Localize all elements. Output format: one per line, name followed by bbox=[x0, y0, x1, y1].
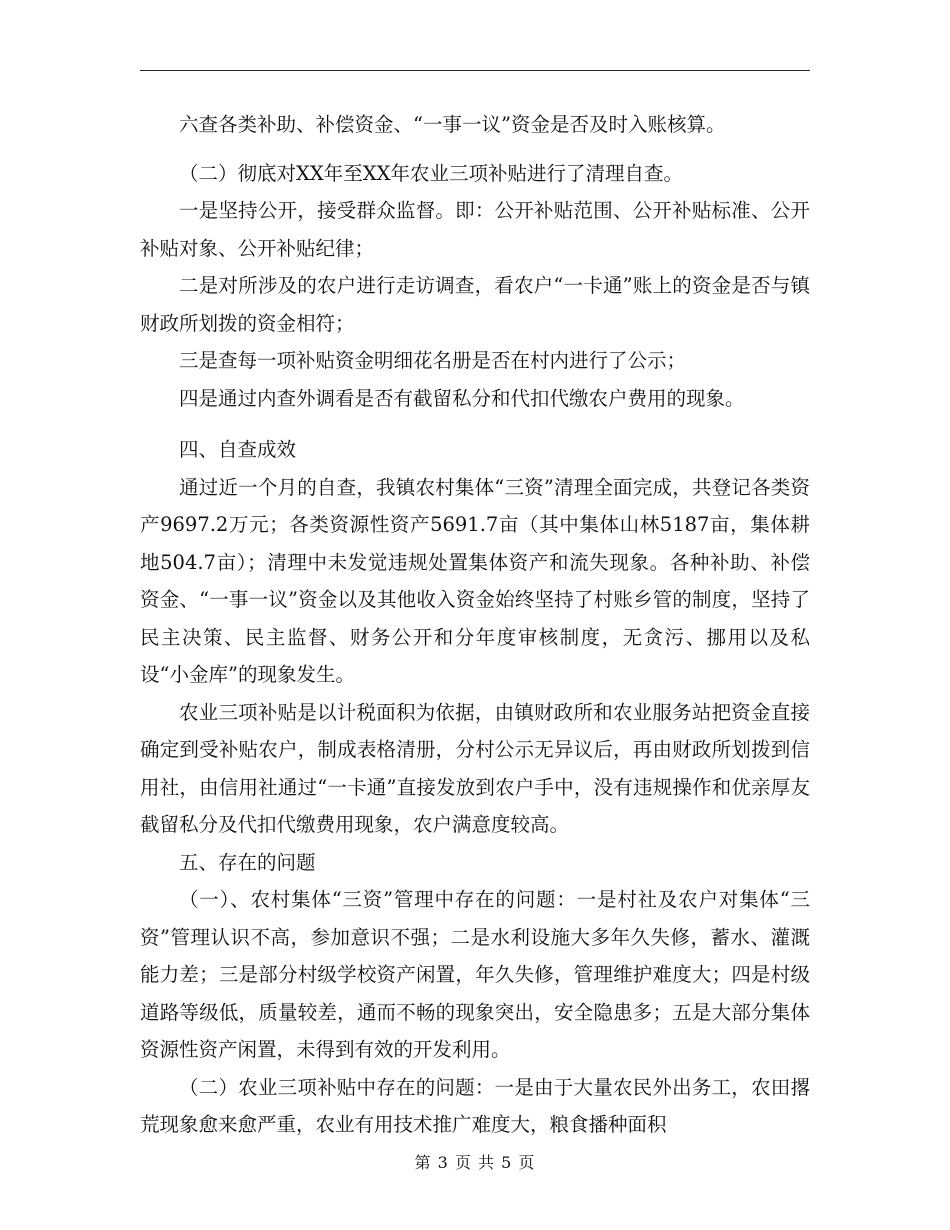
section-heading: 五、存在的问题 bbox=[179, 850, 316, 874]
paragraph: （一）、农村集体“三资”管理中存在的问题：一是村社及农户对集体“三资”管理认识不高，参加意识不强；二是水利设施大多年久失修，蓄水、灌溉能力差；三是部分村级学校资产闲置，年久失修，管理维护难度大；四是村级道路等级低，质量较差，通而不畅的现象突出，安全隐患多；五是大部分集体资源性资产闲置，未得到有效的开发利用。 bbox=[140, 888, 810, 1061]
section-heading: 四、自查成效 bbox=[179, 438, 297, 461]
paragraph: 四是通过内查外调看是否有截留私分和代扣代缴农户费用的现象。 bbox=[179, 386, 745, 410]
document-body bbox=[140, 106, 810, 1144]
paragraph: 农业三项补贴是以计税面积为依据，由镇财政所和农业服务站把资金直接确定到受补贴农户，制成表格清册，分村公示无异议后，再由财政所划拨到信用社，由信用社通过“一卡通”直接发放到农户手中，没有违规操作和优亲厚友截留私分及代扣代缴费用现象，农户满意度较高。 bbox=[140, 700, 810, 836]
paragraph: 六查各类补助、补偿资金、“一事一议”资金是否及时入账核算。 bbox=[179, 113, 726, 136]
page-number: 第 3 页 共 5 页 bbox=[414, 1153, 536, 1172]
paragraph: 三是查每一项补贴资金明细花名册是否在村内进行了公示； bbox=[179, 349, 687, 372]
paragraph: 一是坚持公开，接受群众监督。即：公开补贴范围、公开补贴标准、公开补贴对象、公开补贴纪律； bbox=[140, 199, 810, 260]
paragraph: 通过近一个月的自查，我镇农村集体“三资”清理全面完成，共登记各类资产9697.2万元；各类资源性资产5691.7亩（其中集体山林5187亩，集体耕地504.7亩）；清理中未发觉违规处置集体资产和流失现象。各种补助、补偿资金、“一事一议”资金以及其他收入资金始终坚持了村账乡管的制度，坚持了民主决策、民主监督、财务公开和分年度审核制度，无贪污、挪用以及私设“小金库”的现象发生。 bbox=[140, 475, 810, 686]
paragraph: 二是对所涉及的农户进行走访调查，看农户“一卡通”账上的资金是否与镇财政所划拨的资金相符； bbox=[140, 274, 810, 335]
header-rule bbox=[140, 70, 810, 71]
paragraph: （二）农业三项补贴中存在的问题：一是由于大量农民外出务工，农田撂荒现象愈来愈严重，农业有用技术推广难度大，粮食播种面积 bbox=[140, 1075, 810, 1136]
paragraph: （二）彻底对XX年至XX年农业三项补贴进行了清理自查。 bbox=[179, 161, 684, 185]
